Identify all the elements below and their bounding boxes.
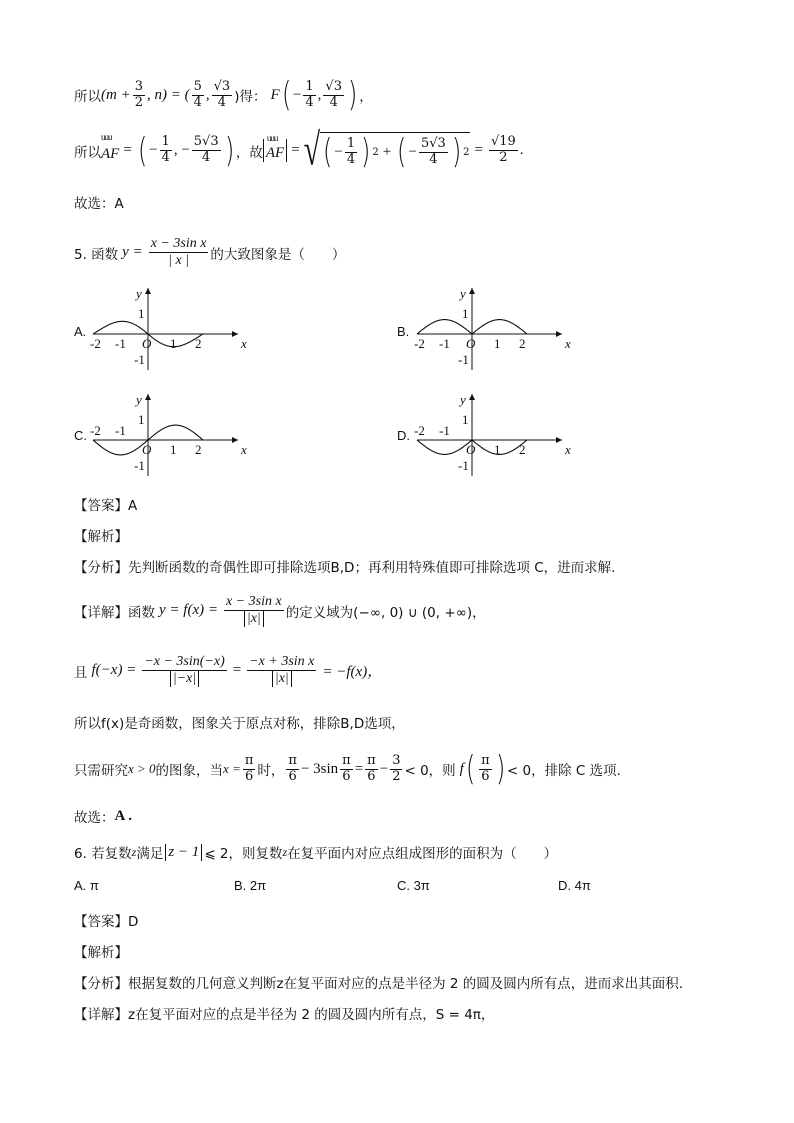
numerator: 1 <box>305 78 314 94</box>
analysis-5-heading <box>74 525 128 545</box>
paren-left: ( <box>281 75 291 115</box>
fraction <box>303 80 315 111</box>
abs-af <box>263 133 287 162</box>
option-d-label: D. <box>397 428 410 443</box>
numerator: 3 <box>392 752 401 768</box>
fraction <box>224 594 284 627</box>
denominator: 2 <box>499 150 508 165</box>
denominator: |−x| <box>170 671 199 687</box>
numerator: π <box>244 752 254 768</box>
denominator: 2 <box>134 94 143 110</box>
analysis-6-heading <box>74 941 128 961</box>
denominator: 4 <box>329 94 338 110</box>
x-axis-label: x <box>241 442 247 457</box>
option-c-label: C. <box>74 428 87 443</box>
numerator: √3 <box>325 78 342 94</box>
y-axis-label: y <box>136 392 142 407</box>
math-text: y = f(x) = <box>159 602 218 619</box>
x-axis-arrow-icon <box>556 437 562 443</box>
x-tick-label: -2 <box>90 336 101 351</box>
x-tick-label: -1 <box>115 423 126 438</box>
denominator: 6 <box>244 768 254 784</box>
fraction <box>192 80 204 111</box>
fraction <box>149 236 209 269</box>
x-tick-label: -2 <box>90 423 101 438</box>
x-tick-label: -1 <box>439 336 450 351</box>
denominator: 4 <box>305 94 314 110</box>
answer-text: 【答案】D <box>74 914 139 930</box>
y-tick-label: 1 <box>462 306 469 321</box>
text: 只需研究 <box>74 763 128 779</box>
x-axis-arrow-icon <box>232 437 238 443</box>
fraction <box>247 654 316 687</box>
math-text: z <box>282 844 288 859</box>
q6-option-c: C. 3π <box>397 878 430 893</box>
x-axis-label: x <box>565 442 571 457</box>
vector-label: AF <box>101 146 120 162</box>
denominator: |x| <box>244 611 264 627</box>
numerator: 5√3 <box>193 134 219 150</box>
origin-label: O <box>466 336 476 351</box>
math-text: − <box>379 760 389 777</box>
graph-option-c <box>88 388 248 480</box>
text: 所以 <box>74 144 101 161</box>
numerator: 1 <box>161 134 170 150</box>
fraction <box>192 135 221 166</box>
origin-label: O <box>142 336 152 351</box>
numerator: 5 <box>193 78 202 94</box>
option-b-label: B. <box>397 324 410 339</box>
x-axis-label: x <box>565 336 571 351</box>
denominator: |x| <box>272 671 292 687</box>
x-tick-label: 1 <box>170 336 177 351</box>
y-tick-label: -1 <box>458 458 469 473</box>
graph-option-b <box>412 282 572 374</box>
text: 故选： <box>74 810 115 826</box>
detail-5-line-4: 只需研究 x > 0 的图象，当 x = $\frac{\pi}{6}$ 时， $\frac{\pi}{6}$ − 3sin $\frac{\pi}{6}$ = $\frac{\pi}{6}$ − $\frac{3}{2}$ < 0，则 f ( $\frac{\pi}{6}$ ) < 0，排除 C 选项. <box>74 749 621 789</box>
numerator: π <box>342 752 351 768</box>
y-axis-arrow-icon <box>469 394 475 400</box>
text: 所以f(x)是奇函数，图象关于原点对称，排除B,D选项， <box>74 716 405 732</box>
y-tick-label: -1 <box>458 352 469 367</box>
paren-right: ) <box>347 75 358 115</box>
fraction <box>489 135 518 166</box>
text: 满足 <box>136 846 164 862</box>
y-tick-label: 1 <box>138 306 145 321</box>
vector-arrow-icon: uuu <box>101 132 112 142</box>
y-tick-label: 1 <box>138 412 145 427</box>
denominator: 4 <box>217 94 227 110</box>
numerator: x − 3sin x <box>149 236 209 253</box>
x-axis-label: x <box>241 336 247 351</box>
select-5 <box>74 806 132 826</box>
text: 的图象，当 <box>155 763 224 779</box>
origin-label: O <box>466 442 476 457</box>
x-tick-label: 1 <box>170 442 177 457</box>
math-text: = −f(x)， <box>322 664 383 681</box>
x-axis-arrow-icon <box>232 331 238 337</box>
math-text: (m + <box>101 86 131 103</box>
analysis-5-summary <box>74 556 615 576</box>
fraction <box>160 135 172 166</box>
answer-text: 【答案】A <box>74 498 138 514</box>
numerator: x − 3sin x <box>224 594 284 611</box>
x-tick-label: 2 <box>519 442 526 457</box>
numerator: √3 <box>213 78 231 94</box>
analysis-heading: 【解析】 <box>74 945 128 961</box>
question-number: 5. 函数 <box>74 246 119 263</box>
text: 故选：A <box>74 196 124 212</box>
solution-line-1: 所以 (m + $\frac{3}{2}$ , n) = ( $\frac{5}{4}$ , $\frac{√3}{4}$ )得： F ( − $\frac{1}{4}$ , $\frac{√3}{4}$ ) ， <box>74 75 373 115</box>
analysis-6-summary <box>74 972 683 992</box>
detail-text: 【详解】z在复平面对应的点是半径为 2 的圆及圆内所有点，S = 4π， <box>74 1007 495 1023</box>
vector-arrow-icon: uuu <box>266 133 278 143</box>
detail-5-line-3 <box>74 712 405 732</box>
math-text: = <box>123 142 132 158</box>
text: )得： <box>234 89 267 105</box>
numerator: π <box>481 752 490 768</box>
math-text: f(−x) = <box>91 662 137 679</box>
text: 【详解】函数 <box>74 604 155 621</box>
denominator: | x | <box>168 253 190 269</box>
fraction <box>323 80 344 111</box>
y-axis-arrow-icon <box>469 288 475 294</box>
paren-right: ) <box>224 130 234 171</box>
vector-af <box>101 132 120 163</box>
y-tick-label: 1 <box>462 412 469 427</box>
question-5 <box>74 236 345 269</box>
fraction <box>142 654 226 687</box>
answer-5 <box>74 494 137 514</box>
math-text: z <box>131 844 137 859</box>
math-text: F <box>270 86 280 103</box>
text: 所以 <box>74 89 101 105</box>
text: 在复平面内对应点组成图形的面积为（ ） <box>287 846 558 862</box>
x-tick-label: 1 <box>494 442 501 457</box>
denominator: 6 <box>481 768 490 784</box>
denominator: 6 <box>342 768 351 784</box>
numerator: π <box>367 752 376 768</box>
fraction <box>212 80 233 111</box>
x-tick-label: 2 <box>519 336 526 351</box>
x-axis-arrow-icon <box>556 331 562 337</box>
detail-5-line-1 <box>74 594 486 627</box>
denominator: 4 <box>193 94 202 110</box>
math-text: x = <box>223 761 241 776</box>
y-axis-arrow-icon <box>145 394 151 400</box>
math-text: x > 0 <box>128 761 156 776</box>
text: < 0，则 <box>404 763 456 779</box>
math-text: f <box>459 760 464 777</box>
answer-select-line <box>74 192 124 212</box>
option-a-label: A. <box>74 324 87 339</box>
analysis-heading: 【解析】 <box>74 529 128 545</box>
denominator: 4 <box>202 150 211 165</box>
numerator: −x − 3sin(−x) <box>142 654 226 671</box>
graph-option-a <box>88 282 248 374</box>
solution-line-2: 所以 uuu AF = ( − $\frac{1}{4}$ , − $\frac{5√3}{4}$ ) ，故 uuu AF = √ ( − $\frac{1}{4}$ ) 2 + ( − $\frac{5√3}{4}$ ) 2 = $\frac{√19}{2}$ . <box>74 125 524 175</box>
sqrt-expression: ( − $\frac{1}{4}$ ) 2 + ( − $\frac{5√3}{4}$ ) 2 <box>320 132 470 169</box>
text: ⩽ 2，则复数 <box>204 846 283 862</box>
math-text: z − 1 <box>165 844 202 861</box>
x-tick-label: -2 <box>414 336 425 351</box>
numerator: −x + 3sin x <box>247 654 316 671</box>
denominator: 6 <box>367 768 376 784</box>
x-tick-label: -1 <box>115 336 126 351</box>
math-text: y = <box>122 244 143 261</box>
denominator: 2 <box>392 768 401 784</box>
detail-6 <box>74 1003 494 1023</box>
x-tick-label: 2 <box>195 336 202 351</box>
text: ，故 <box>235 144 263 161</box>
denominator: 4 <box>161 150 170 165</box>
fraction <box>133 80 145 111</box>
text: 且 <box>74 664 88 681</box>
q6-option-b: B. 2π <box>234 878 267 893</box>
question-6 <box>74 842 557 862</box>
y-axis-label: y <box>460 286 466 301</box>
text: 时， <box>257 763 285 779</box>
question-number: 6. 若复数 <box>74 846 132 862</box>
math-text: − 3sin <box>300 760 339 777</box>
numerator: π <box>288 752 297 768</box>
vector-label: AF <box>265 145 285 161</box>
analysis-text: 【分析】根据复数的几何意义判断z在复平面对应的点是半径为 2 的圆及圆内所有点，进而求出其面积. <box>74 976 684 992</box>
detail-5-line-2 <box>74 654 382 687</box>
numerator: √19 <box>490 134 516 150</box>
text: 的定义域为(−∞, 0) ∪ (0, +∞)， <box>285 604 486 621</box>
analysis-text: 【分析】先判断函数的奇偶性即可排除选项B,D；再利用特殊值即可排除选项 C，进而求解. <box>74 560 616 576</box>
y-axis-arrow-icon <box>145 288 151 294</box>
q6-option-d: D. 4π <box>558 878 591 893</box>
graph-option-d <box>412 388 572 480</box>
y-axis-label: y <box>136 286 142 301</box>
q6-option-a: A. π <box>74 878 99 893</box>
math-text: A . <box>114 807 133 824</box>
math-text: , n) = ( <box>146 86 190 103</box>
x-tick-label: -1 <box>439 423 450 438</box>
x-tick-label: 1 <box>494 336 501 351</box>
text: ， <box>359 89 373 105</box>
origin-label: O <box>142 442 152 457</box>
y-tick-label: -1 <box>134 352 145 367</box>
numerator: 3 <box>134 78 143 94</box>
text: 的大致图象是（ ） <box>210 246 346 263</box>
answer-6 <box>74 910 138 930</box>
y-tick-label: -1 <box>134 458 145 473</box>
y-axis-label: y <box>460 392 466 407</box>
x-tick-label: -2 <box>414 423 425 438</box>
math-text: = <box>354 760 364 777</box>
text: < 0，排除 C 选项. <box>506 763 621 779</box>
paren-left: ( <box>137 130 148 171</box>
denominator: 6 <box>288 768 297 784</box>
math-text: = <box>232 662 242 679</box>
x-tick-label: 2 <box>195 442 202 457</box>
